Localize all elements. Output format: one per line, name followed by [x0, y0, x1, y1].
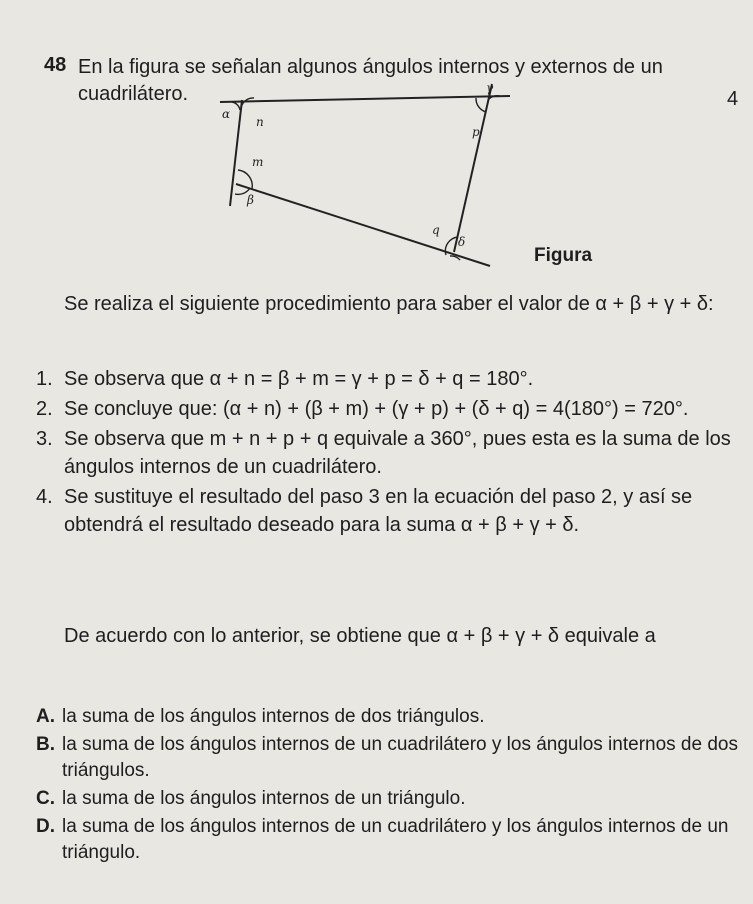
figure-side-top — [220, 96, 510, 102]
conclusion-text: De acuerdo con lo anterior, se obtiene que α + β + γ + δ equivale a — [64, 625, 656, 647]
side-number: 4 — [727, 88, 739, 110]
label-q: q — [432, 223, 440, 237]
step-number: 1. — [36, 368, 53, 390]
question-stem: En la figura se señalan algunos ángulos internos y externos de un cuadrilátero. — [78, 56, 663, 105]
label-beta: β — [247, 193, 254, 207]
figure-caption: Figura — [534, 245, 593, 266]
option-letter: B. — [36, 734, 55, 755]
step-number: 4. — [36, 486, 53, 508]
intro-text: Se realiza el siguiente procedimiento para saber el valor de α + β + γ + δ: — [64, 293, 714, 315]
option-b[interactable] — [36, 732, 742, 784]
label-delta: δ — [458, 235, 466, 249]
step-number: 2. — [36, 398, 53, 420]
figure-side-bottom — [236, 184, 490, 266]
option-letter: C. — [36, 788, 55, 809]
option-a[interactable] — [36, 704, 742, 730]
label-m: m — [252, 155, 264, 169]
step-item — [36, 395, 742, 423]
option-text: la suma de los ángulos internos de un cuadrilátero y los ángulos internos de dos triángulos. — [62, 734, 738, 781]
quadrilateral-figure — [200, 82, 530, 282]
label-n: n — [256, 115, 264, 129]
step-item — [36, 425, 742, 481]
option-letter: A. — [36, 706, 55, 727]
figure-arc-n — [241, 98, 254, 110]
option-text: la suma de los ángulos internos de dos triángulos. — [62, 706, 485, 727]
label-alpha: α — [222, 107, 231, 121]
step-text: Se observa que α + n = β + m = γ + p = δ + q = 180°. — [64, 368, 534, 390]
option-letter: D. — [36, 816, 55, 837]
answer-options — [36, 704, 742, 868]
step-text: Se sustituye el resultado del paso 3 en la ecuación del paso 2, y así se obtendrá el resultado deseado para la suma α + β + γ + δ. — [64, 486, 693, 536]
label-p: p — [472, 125, 480, 139]
step-number: 3. — [36, 428, 53, 450]
option-text: la suma de los ángulos internos de un cuadrilátero y los ángulos internos de un triángulo. — [62, 816, 729, 863]
procedure-steps — [36, 365, 742, 541]
step-item — [36, 483, 742, 539]
step-text: Se observa que m + n + p + q equivale a 360°, pues esta es la suma de los ángulos internos de un cuadrilátero. — [64, 428, 731, 478]
question-number: 48 — [44, 54, 67, 76]
step-item — [36, 365, 742, 393]
figure-arc-p — [476, 98, 486, 112]
option-d[interactable] — [36, 814, 742, 866]
figure-side-right — [454, 84, 492, 252]
figure-side-left — [230, 100, 242, 206]
option-text: la suma de los ángulos internos de un triángulo. — [62, 788, 466, 809]
step-text: Se concluye que: (α + n) + (β + m) + (γ + p) + (δ + q) = 4(180°) = 720°. — [64, 398, 689, 420]
label-gamma: γ — [486, 82, 494, 95]
option-c[interactable] — [36, 786, 742, 812]
figure-arc-alpha — [232, 102, 240, 110]
